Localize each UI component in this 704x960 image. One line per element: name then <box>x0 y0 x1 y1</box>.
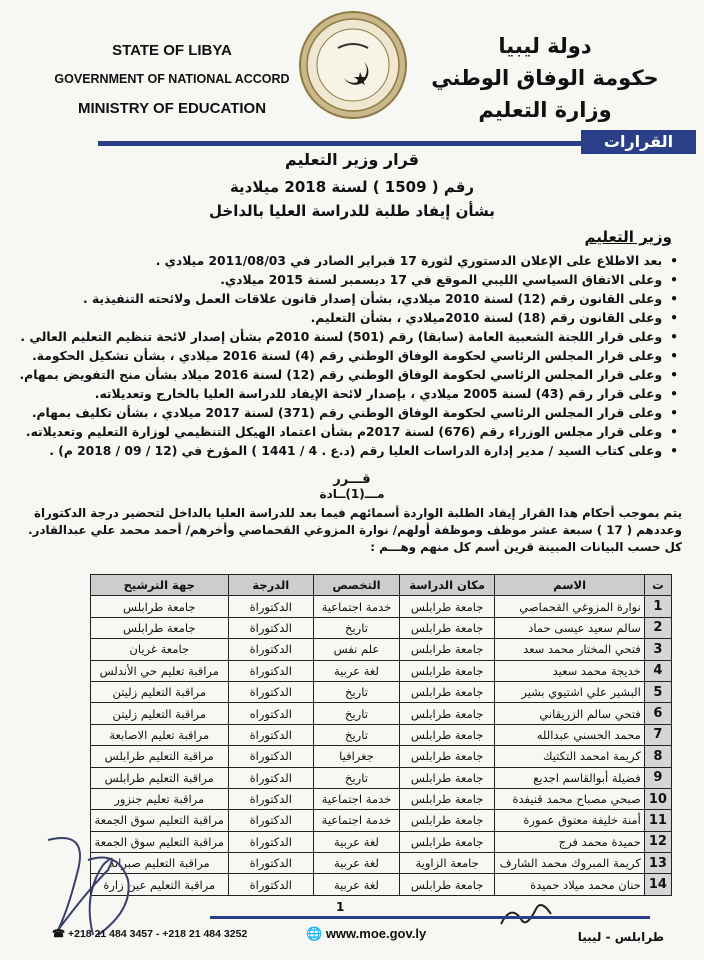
ministry-seal-logo <box>298 10 408 120</box>
globe-icon: 🌐 <box>306 926 326 941</box>
degree-cell: الدكتوراة <box>228 639 314 660</box>
student-name-cell: البشير علي اشتيوي بشير <box>495 681 644 702</box>
list-item: • وعلى قرار اللجنة الشعبية العامة (سابقا) رقم (501) لسنة 2010م بشأن إصدار لائحة تنظيم التعليم العالي . <box>28 328 678 347</box>
nominating-body-cell: جامعة طرابلس <box>91 617 229 638</box>
nominating-body-cell: مراقبة تعليم الاصابعة <box>91 724 229 745</box>
state-name-en: STATE OF LIBYA <box>112 42 232 59</box>
header-index: ت <box>644 575 671 596</box>
students-table <box>90 574 672 896</box>
list-item: • وعلى قرار رقم (43) لسنة 2005 ميلادي ، بإصدار لائحة الإيفاد للدراسة العليا بالخارج وتعديلاته. <box>28 385 678 404</box>
list-item: • بعد الاطلاع على الإعلان الدستوري لثورة 17 فبراير الصادر في 2011/08/03 ميلادي . <box>28 252 678 271</box>
row-index-cell: 8 <box>644 746 671 767</box>
nominating-body-cell: جامعة طرابلس <box>91 596 229 617</box>
table-row <box>91 853 672 874</box>
specialization-cell: تاريخ <box>314 703 400 724</box>
row-index-cell: 12 <box>644 831 671 852</box>
phone-icon: ☎ <box>52 928 68 940</box>
student-name-cell: أمنة خليفة معتوق عمورة <box>495 810 644 831</box>
row-index-cell: 5 <box>644 681 671 702</box>
student-name-cell: فتحي سالم الزريقاني <box>495 703 644 724</box>
phone-numbers: +218 21 484 3457 - +218 21 484 3252 <box>68 928 248 940</box>
header-nominating-body: جهة الترشيح <box>91 575 229 596</box>
nominating-body-cell: مراقبة التعليم صبراتة <box>91 853 229 874</box>
nominating-body-cell: مراقبة التعليم سوق الجمعة <box>91 810 229 831</box>
row-index-cell: 2 <box>644 617 671 638</box>
table-row <box>91 724 672 745</box>
header-name: الاسم <box>495 575 644 596</box>
decisions-tab: القرارات <box>581 130 696 154</box>
student-name-cell: خديجة محمد سعيد <box>495 660 644 681</box>
nominating-body-cell: مراقبة التعليم طرابلس <box>91 767 229 788</box>
nominating-body-cell: مراقبة التعليم سوق الجمعة <box>91 831 229 852</box>
table-row <box>91 767 672 788</box>
nominating-body-cell: جامعة غريان <box>91 639 229 660</box>
ministry-name-ar: وزارة التعليم <box>478 98 612 122</box>
nominating-body-cell: مراقبة التعليم عين زارة <box>91 874 229 895</box>
state-name-ar: دولة ليبيا <box>498 34 592 58</box>
list-item: • وعلى الاتفاق السياسي الليبي الموقع في 17 ديسمبر لسنة 2015 ميلادي. <box>28 271 678 290</box>
list-item: • وعلى قرار المجلس الرئاسي لحكومة الوفاق الوطني رقم (371) لسنة 2017 ميلادي ، بشأن تكليف بمهام. <box>28 404 678 423</box>
study-place-cell: جامعة طرابلس <box>399 746 495 767</box>
specialization-cell: خدمة اجتماعية <box>314 788 400 809</box>
ministry-name-en: MINISTRY OF EDUCATION <box>77 100 267 117</box>
row-index-cell: 1 <box>644 596 671 617</box>
header-degree: الدرجة <box>228 575 314 596</box>
specialization-cell: لغة عربية <box>314 853 400 874</box>
english-letterhead <box>52 36 292 123</box>
nominating-body-cell: مراقبة التعليم زليتن <box>91 681 229 702</box>
study-place-cell: جامعة طرابلس <box>399 767 495 788</box>
degree-cell: الدكتوراة <box>228 788 314 809</box>
study-place-cell: جامعة الزاوية <box>399 853 495 874</box>
banner-rule <box>98 141 598 146</box>
study-place-cell: جامعة طرابلس <box>399 703 495 724</box>
website-link: www.moe.gov.ly <box>325 926 427 941</box>
decree-title: قرار وزير التعليم <box>284 150 420 169</box>
table-row <box>91 681 672 702</box>
footer-rule <box>210 916 650 919</box>
student-name-cell: كريمة امحمد التكتيك <box>495 746 644 767</box>
nominating-body-cell: مراقبة تعليم حي الأندلس <box>91 660 229 681</box>
specialization-cell: تاريخ <box>314 617 400 638</box>
degree-cell: الدكتوراة <box>228 660 314 681</box>
specialization-cell: تاريخ <box>314 681 400 702</box>
table-row <box>91 746 672 767</box>
nominating-body-cell: مراقبة التعليم زليتن <box>91 703 229 724</box>
arabic-letterhead <box>430 30 660 126</box>
table-header-row <box>91 575 672 596</box>
table-row <box>91 831 672 852</box>
study-place-cell: جامعة طرابلس <box>399 724 495 745</box>
study-place-cell: جامعة طرابلس <box>399 810 495 831</box>
list-item: • وعلى قرار مجلس الوزراء رقم (676) لسنة 2017م بشأن اعتماد الهيكل التنظيمي لوزارة التعليم وتعديلاته. <box>28 423 678 442</box>
study-place-cell: جامعة طرابلس <box>399 617 495 638</box>
specialization-cell: خدمة اجتماعية <box>314 596 400 617</box>
student-name-cell: فتحي المختار محمد سعد <box>495 639 644 660</box>
row-index-cell: 6 <box>644 703 671 724</box>
row-index-cell: 11 <box>644 810 671 831</box>
specialization-cell: لغة عربية <box>314 660 400 681</box>
row-index-cell: 3 <box>644 639 671 660</box>
specialization-cell: تاريخ <box>314 724 400 745</box>
government-name-en: GOVERNMENT OF NATIONAL ACCORD <box>54 72 290 86</box>
degree-cell: الدكتوراه <box>228 703 314 724</box>
specialization-cell: لغة عربية <box>314 831 400 852</box>
table-row <box>91 660 672 681</box>
row-index-cell: 14 <box>644 874 671 895</box>
degree-cell: الدكتوراة <box>228 617 314 638</box>
degree-cell: الدكتوراة <box>228 810 314 831</box>
table-row <box>91 617 672 638</box>
specialization-cell: جغرافيا <box>314 746 400 767</box>
table-body <box>91 596 672 895</box>
student-name-cell: نوارة المزوغي القحماصي <box>495 596 644 617</box>
article-text-line: يتم بموجب أحكام هذا القرار إيفاد الطلبة الواردة أسمائهم فيما بعد للدراسة العليا بالداخل لتحضير درجة الدكتوراة <box>34 506 682 520</box>
minister-heading: وزير التعليم <box>584 228 672 246</box>
student-name-cell: كريمة المبروك محمد الشارف <box>495 853 644 874</box>
nominating-body-cell: مراقبة التعليم طرابلس <box>91 746 229 767</box>
student-name-cell: سالم سعيد عيسى حماد <box>495 617 644 638</box>
decided-heading: قـــرر <box>333 472 371 487</box>
article-text-line: وعددهم ( 17 ) سبعة عشر موظف وموظفة أولهم/ نوارة المزوغي القحماصي وأخرهم/ أحمد محمد علي عبدالقادر. <box>28 523 682 537</box>
degree-cell: الدكتوراة <box>228 681 314 702</box>
degree-cell: الدكتوراة <box>228 831 314 852</box>
degree-cell: الدكتوراة <box>228 853 314 874</box>
list-item: • وعلى قرار المجلس الرئاسي لحكومة الوفاق الوطني رقم (12) لسنة 2016 ميلاد بشأن منح التفويض بمهام. <box>28 366 678 385</box>
table-row <box>91 703 672 724</box>
study-place-cell: جامعة طرابلس <box>399 788 495 809</box>
nominating-body-cell: مراقبة تعليم جنزور <box>91 788 229 809</box>
student-name-cell: حميدة محمد فرج <box>495 831 644 852</box>
footer-phone <box>52 928 247 940</box>
footer-website <box>306 926 426 942</box>
specialization-cell: علم نفس <box>314 639 400 660</box>
row-index-cell: 10 <box>644 788 671 809</box>
header-study-place: مكان الدراسة <box>399 575 495 596</box>
student-name-cell: محمد الحسني عبدالله <box>495 724 644 745</box>
student-name-cell: حنان محمد ميلاد حميدة <box>495 874 644 895</box>
student-name-cell: صبحي مصباح محمد قنيفدة <box>495 788 644 809</box>
row-index-cell: 9 <box>644 767 671 788</box>
degree-cell: الدكتوراة <box>228 596 314 617</box>
degree-cell: الدكتوراة <box>228 767 314 788</box>
row-index-cell: 13 <box>644 853 671 874</box>
study-place-cell: جامعة طرابلس <box>399 681 495 702</box>
table-row <box>91 639 672 660</box>
header-specialization: التخصص <box>314 575 400 596</box>
list-item: • وعلى القانون رقم (12) لسنة 2010 ميلادي، بشأن إصدار قانون علاقات العمل ولائحته التنفيذية . <box>28 290 678 309</box>
table-row <box>91 810 672 831</box>
article-text-line: كل حسب البيانات المبينة قرين أسم كل منهم وهـــم : <box>370 540 682 554</box>
study-place-cell: جامعة طرابلس <box>399 596 495 617</box>
specialization-cell: تاريخ <box>314 767 400 788</box>
footer-city: طرابلس - ليبيا <box>577 930 664 944</box>
table-row <box>91 596 672 617</box>
table-row <box>91 874 672 895</box>
degree-cell: الدكتوراة <box>228 746 314 767</box>
row-index-cell: 7 <box>644 724 671 745</box>
study-place-cell: جامعة طرابلس <box>399 831 495 852</box>
list-item: • وعلى القانون رقم (18) لسنة 2010ميلادي ، بشأن التعليم. <box>28 309 678 328</box>
specialization-cell: خدمة اجتماعية <box>314 810 400 831</box>
list-item: • وعلى قرار المجلس الرئاسي لحكومة الوفاق الوطني رقم (4) لسنة 2016 ميلادي ، بشأن تشكيل الحكومة. <box>28 347 678 366</box>
study-place-cell: جامعة طرابلس <box>399 660 495 681</box>
article-heading: مـــ(1)ــادة <box>319 487 385 501</box>
specialization-cell: لغة عربية <box>314 874 400 895</box>
degree-cell: الدكتوراة <box>228 724 314 745</box>
student-name-cell: فضيلة أبوالقاسم اجديع <box>495 767 644 788</box>
decree-number: رقم ( 1509 ) لسنة 2018 ميلادية <box>229 178 475 196</box>
study-place-cell: جامعة طرابلس <box>399 874 495 895</box>
degree-cell: الدكتوراة <box>228 874 314 895</box>
initials-signature <box>496 894 556 934</box>
page-number: 1 <box>336 900 345 914</box>
government-name-ar: حكومة الوفاق الوطني <box>431 66 659 90</box>
study-place-cell: جامعة طرابلس <box>399 639 495 660</box>
list-item: • وعلى كتاب السيد / مدير إدارة الدراسات العليا رقم (د.ع . 4 / 1441 ) المؤرخ في (12 / 09 / 2018 م) . <box>28 442 678 461</box>
legal-references-list <box>19 252 678 461</box>
decree-subject: بشأن إيفاد طلبة للدراسة العليا بالداخل <box>209 202 495 220</box>
row-index-cell: 4 <box>644 660 671 681</box>
table-row <box>91 788 672 809</box>
